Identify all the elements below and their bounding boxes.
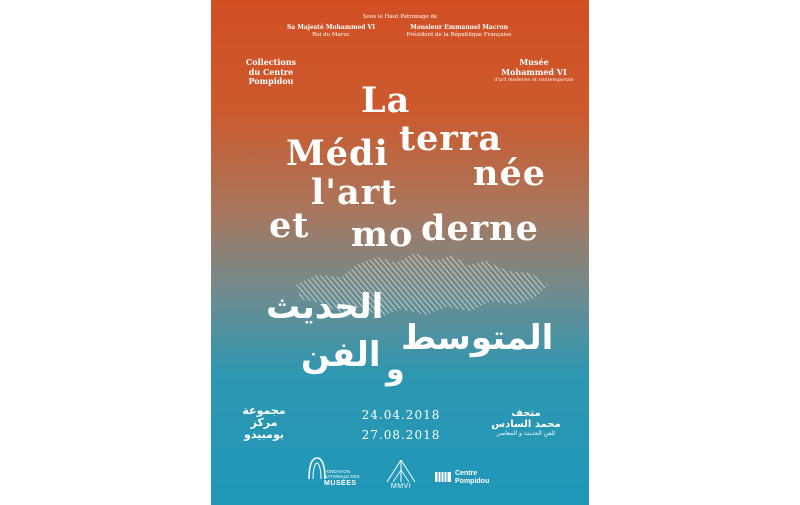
patron-right-name: Monsieur Emmanuel Macron — [410, 24, 508, 31]
patron-left-role: Roi du Maroc — [312, 32, 350, 38]
right-org-arabic — [481, 408, 571, 438]
title-word-et: et — [269, 205, 310, 246]
title-word-medi: Médi — [286, 133, 389, 174]
left-org-line3: Pompidou — [248, 76, 294, 86]
pompidou-line2: Pompidou — [455, 478, 490, 485]
mmvi-label: MMVI — [390, 483, 412, 490]
title-word-lart: l'art — [311, 172, 398, 213]
left-org-line2: du Centre — [248, 66, 294, 77]
left-org-line1: Collections — [245, 57, 297, 67]
date-start: 24.04.2018 — [361, 408, 441, 422]
patron-left-name: Sa Majesté Mohammed VI — [286, 24, 376, 31]
left-org-arabic-line2: مركز — [250, 416, 278, 429]
mmvi-emblem-icon — [381, 458, 421, 484]
right-organisation — [479, 58, 589, 84]
left-org-arabic-line3: بومبيدو — [243, 428, 284, 441]
arabic-title-line1: الحديث — [266, 287, 384, 327]
fnm-line3: MUSÉES — [324, 480, 357, 487]
title-word-mo: mo — [351, 214, 414, 255]
title-word-nee: née — [473, 153, 546, 194]
left-organisation — [226, 58, 316, 87]
right-org-line2: Mohammed VI — [501, 66, 567, 77]
title-word-derne: derne — [421, 208, 539, 249]
arabic-title-line4: و — [386, 352, 405, 387]
arabic-title-line3: الفن — [301, 335, 381, 375]
pompidou-line1: Centre — [455, 470, 478, 477]
right-org-arabic-line2: محمد السادس — [491, 419, 561, 430]
right-org-arabic-line3: للفن الحديث و المعاصر — [496, 430, 556, 437]
arabic-title-line2: المتوسط — [401, 318, 554, 358]
fnm-logo — [306, 455, 366, 497]
left-org-arabic — [229, 405, 299, 441]
right-org-arabic-line1: متحف — [511, 408, 541, 419]
patron-right-role: Président de la République Française — [406, 32, 512, 38]
fnm-line1: FONDATION — [324, 469, 351, 474]
patronage-line: Sous le Haut Patronage de — [362, 14, 438, 20]
exhibition-poster — [211, 0, 589, 505]
pompidou-stripes-icon — [435, 472, 451, 482]
title-word-terra: terra — [399, 118, 502, 159]
fnm-line2: NATIONALE DES — [324, 474, 360, 479]
mmvi-logo — [381, 458, 421, 496]
date-end: 27.08.2018 — [361, 428, 441, 442]
right-org-line3: d'art moderne et contemporain — [494, 77, 574, 83]
centre-pompidou-logo — [435, 470, 505, 494]
left-org-arabic-line1: مجموعة — [242, 404, 286, 417]
right-org-line1: Musée — [519, 57, 549, 67]
title-word-la: La — [361, 80, 411, 121]
